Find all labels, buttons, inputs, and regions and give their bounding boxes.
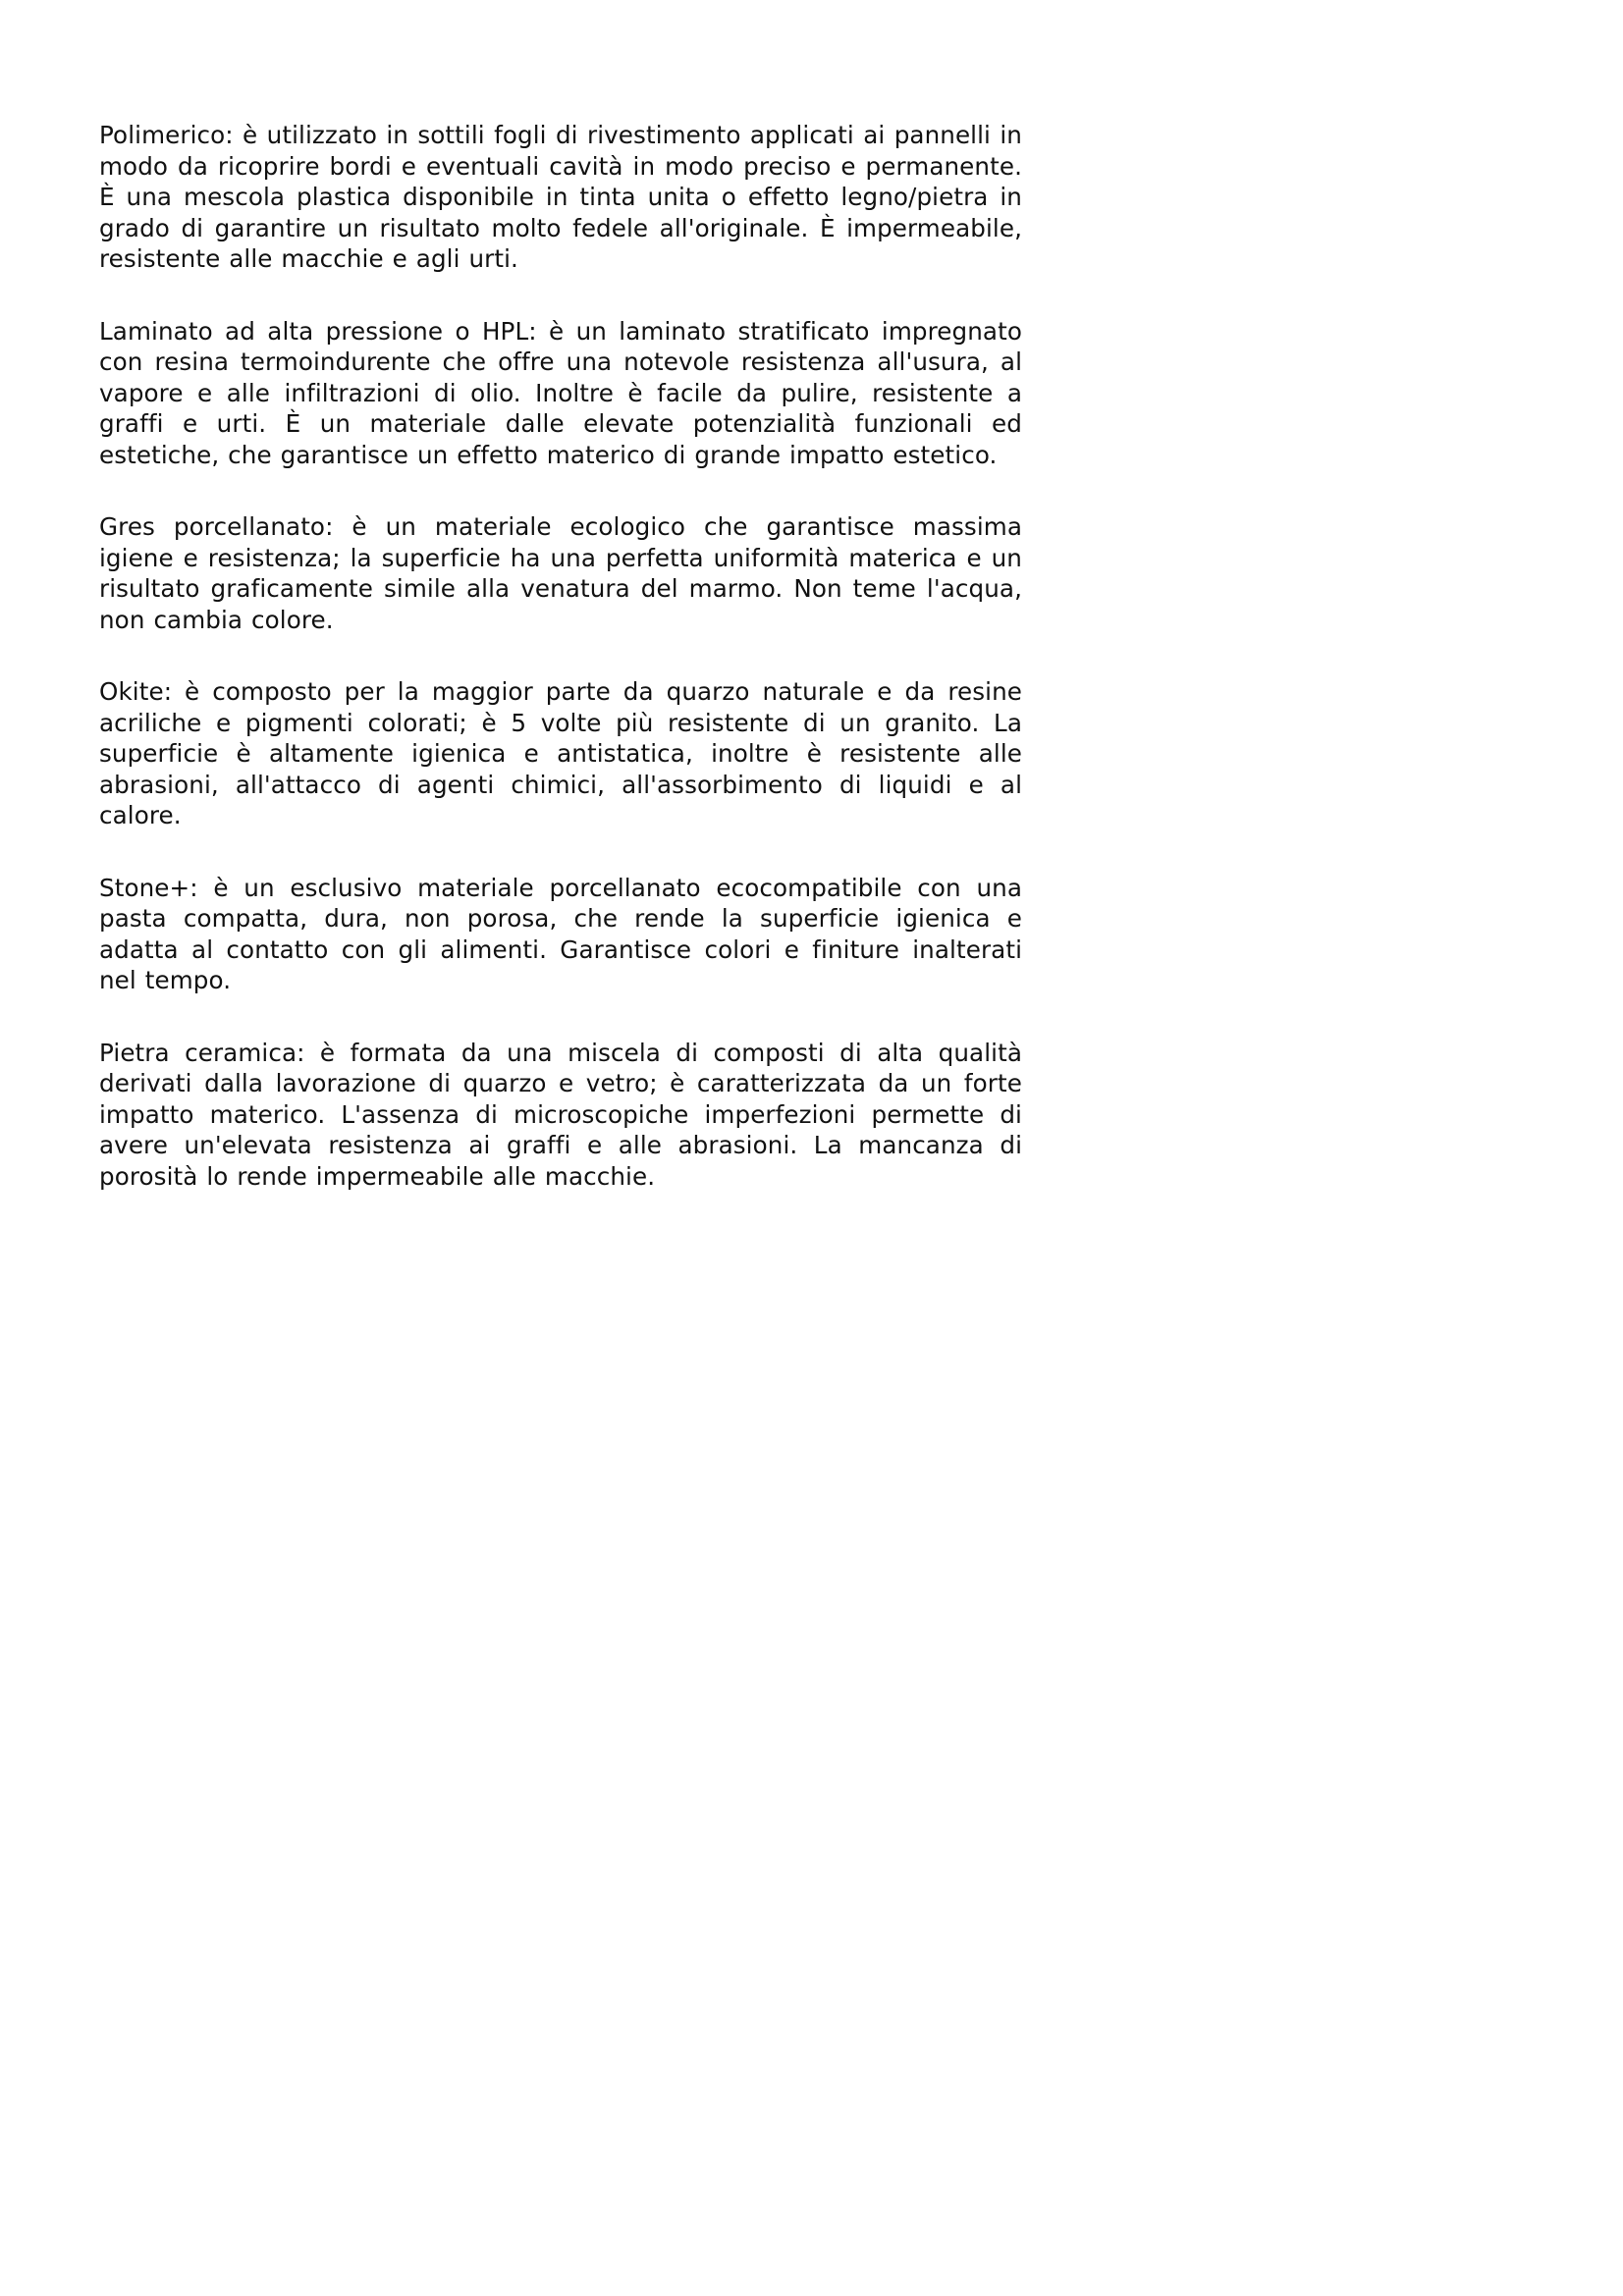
paragraph-okite: Okite: è composto per la maggior parte da quarzo naturale e da resine acriliche e pigmenti colorati; è 5 volte più resistente di un granito. La superficie è altamente igienica e antistatica, inoltre è resistente alle abrasioni, all'attacco di agenti chimici, all'assorbimento di liquidi e al calore. [99, 677, 1022, 829]
paragraph-gres-porcellanato: Gres porcellanato: è un materiale ecologico che garantisce massima igiene e resistenza; la superficie ha una perfetta uniformità materica e un risultato graficamente simile alla venatura del marmo. Non teme l'acqua, non cambia colore. [99, 512, 1022, 634]
paragraph-pietra-ceramica: Pietra ceramica: è formata da una miscela di composti di alta qualità derivati dalla lavorazione di quarzo e vetro; è caratterizzata da un forte impatto materico. L'assenza di microscopiche imperfezioni permette di avere un'elevata resistenza ai graffi e alle abrasioni. La mancanza di porosità lo rende impermeabile alle macchie. [99, 1038, 1022, 1191]
paragraph-stone-plus: Stone+: è un esclusivo materiale porcellanato ecocompatibile con una pasta compatta, dura, non porosa, che rende la superficie igienica e adatta al contatto con gli alimenti. Garantisce colori e finiture inalterati nel tempo. [99, 873, 1022, 994]
paragraph-polimerico: Polimerico: è utilizzato in sottili fogli di rivestimento applicati ai pannelli in modo da ricoprire bordi e eventuali cavità in modo preciso e permanente. È una mescola plastica disponibile in tinta unita o effetto legno/pietra in grado di garantire un risultato molto fedele all'originale. È impermeabile, resistente alle macchie e agli urti. [99, 121, 1022, 273]
paragraph-laminato-hpl: Laminato ad alta pressione o HPL: è un laminato stratificato impregnato con resina termoindurente che offre una notevole resistenza all'usura, al vapore e alle infiltrazioni di olio. Inoltre è facile da pulire, resistente a graffi e urti. È un materiale dalle elevate potenzialità funzionali ed estetiche, che garantisce un effetto materico di grande impatto estetico. [99, 316, 1022, 469]
text-column [99, 120, 1022, 1233]
